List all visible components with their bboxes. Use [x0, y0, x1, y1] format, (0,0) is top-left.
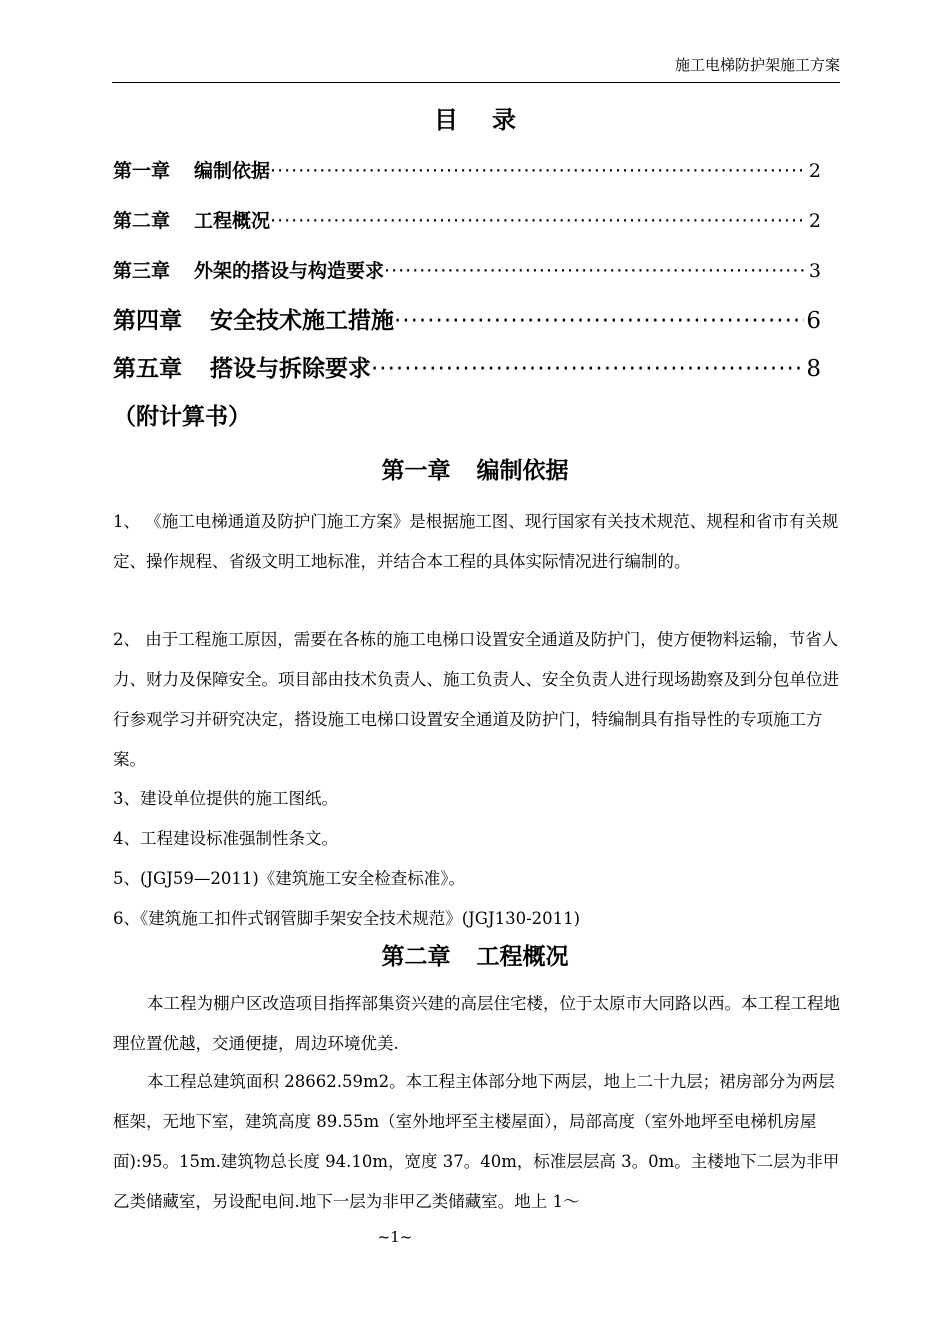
toc-chapter-number: 第五章: [113, 356, 182, 382]
toc-appendix: （附计算书）: [113, 404, 251, 430]
toc-page-number: 3: [808, 260, 821, 282]
basis-item: 3、建设单位提供的施工图纸。: [113, 789, 338, 808]
toc-leader-dots: [371, 356, 804, 382]
toc-chapter-title: 搭设与拆除要求: [210, 356, 371, 382]
toc-title: 目录: [434, 106, 550, 134]
toc-page-number: 8: [806, 356, 821, 382]
toc-entry[interactable]: [113, 302, 821, 335]
basis-item: 2、 由于工程施工原因，需要在各栋的施工电梯口设置安全通道及防护门，使方便物料运输，节省人力、财力及保障安全。项目部由技术负责人、施工负责人、安全负责人进行现场勘察及到分包单位进行参观学习并研究决定，搭设施工电梯口设置安全通道及防护门，特编制具有指导性的专项施工方案。: [113, 630, 839, 769]
toc-chapter-title: 工程概况: [194, 210, 271, 232]
toc-leader-dots: [270, 160, 807, 182]
toc-chapter-number: 第四章: [113, 308, 182, 334]
overview-paragraph: 本工程为棚户区改造项目指挥部集资兴建的高层住宅楼，位于太原市大同路以西。本工程工程地理位置优越，交通便捷，周边环境优美.: [113, 994, 840, 1053]
toc-chapter-number: 第一章: [113, 160, 171, 182]
toc-chapter-number: 第二章: [113, 210, 171, 232]
basis-item: 6、《建筑施工扣件式钢管脚手架安全技术规范》(JGJ130-2011): [113, 909, 581, 928]
chapter-heading: 第一章 编制依据: [381, 458, 569, 484]
toc-entry[interactable]: [113, 156, 821, 183]
chapter-heading: 第二章 工程概况: [381, 944, 569, 970]
header-rule: [112, 82, 840, 83]
toc-chapter-title: 外架的搭设与构造要求: [194, 260, 385, 282]
toc-entry[interactable]: [113, 256, 821, 283]
toc-entry[interactable]: [113, 206, 821, 233]
overview-paragraph: 本工程总建筑面积 28662.59m2。本工程主体部分地下两层，地上二十九层；裙房部分为两层框架，无地下室，建筑高度 89.55m（室外地坪至主楼屋面），局部高度（室外地坪至电梯机房屋面):95。15m.建筑物总长度 94.10m，宽度 37。40m，标准层层高 3。0m。主楼地下二层为非甲乙类储藏室，另设配电间.地下一层为非甲乙类储藏室。地上 1～: [113, 1072, 840, 1211]
toc-entry[interactable]: [113, 350, 821, 383]
page-number: ~1~: [377, 1228, 413, 1246]
basis-item: 1、 《施工电梯通道及防护门施工方案》是根据施工图、现行国家有关技术规范、规程和省市有关规定、操作规程、省级文明工地标准，并结合本工程的具体实际情况进行编制的。: [113, 512, 839, 571]
toc-page-number: 2: [808, 160, 821, 182]
running-header: 施工电梯防护架施工方案: [674, 56, 840, 74]
toc-leader-dots: [384, 260, 807, 282]
toc-page-number: 6: [806, 308, 821, 334]
toc-leader-dots: [270, 210, 807, 232]
toc-page-number: 2: [808, 210, 821, 232]
basis-item: 5、(JGJ59—2011)《建筑施工安全检查标准》。: [113, 869, 466, 888]
toc-chapter-number: 第三章: [113, 260, 171, 282]
toc-chapter-title: 安全技术施工措施: [210, 308, 394, 334]
toc-chapter-title: 编制依据: [194, 160, 271, 182]
toc-leader-dots: [394, 308, 804, 334]
basis-item: 4、工程建设标准强制性条文。: [113, 829, 338, 848]
